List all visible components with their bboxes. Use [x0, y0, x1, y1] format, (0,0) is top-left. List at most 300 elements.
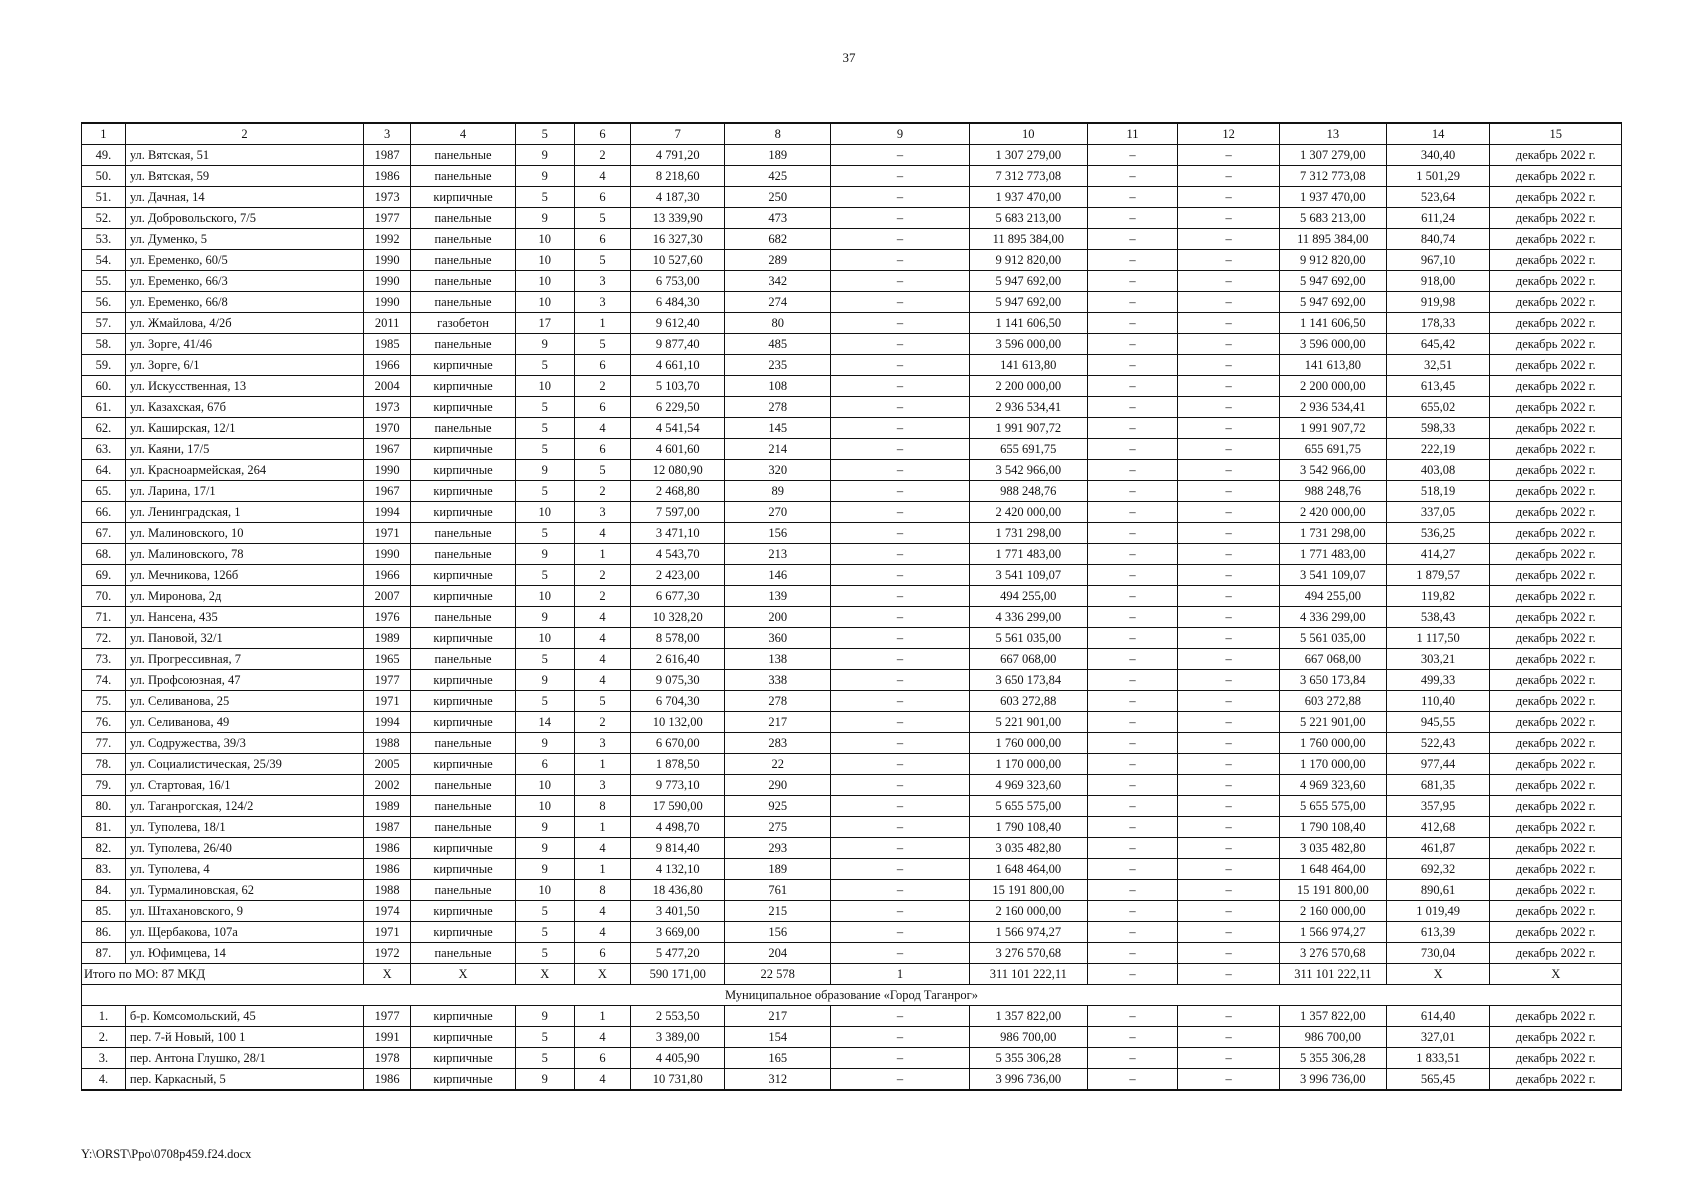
table-row [82, 691, 1622, 712]
address-cell: ул. Зорге, 41/46 [125, 334, 363, 355]
table-cell: 667 068,00 [970, 649, 1088, 670]
table-cell: – [1178, 733, 1280, 754]
table-cell: 4 969 323,60 [970, 775, 1088, 796]
address-cell: ул. Пановой, 32/1 [125, 628, 363, 649]
total-cell: X [515, 964, 574, 985]
table-cell: 3 [574, 733, 631, 754]
table-cell: 5 947 692,00 [970, 292, 1088, 313]
address-cell: ул. Профсоюзная, 47 [125, 670, 363, 691]
table-cell: 3 542 966,00 [1279, 460, 1386, 481]
table-cell: 10 [515, 229, 574, 250]
table-cell: декабрь 2022 г. [1490, 460, 1622, 481]
table-cell: 5 [515, 1027, 574, 1048]
total-cell: – [1178, 964, 1280, 985]
table-cell: 5 [515, 523, 574, 544]
table-cell: – [1087, 880, 1178, 901]
address-cell: ул. Прогрессивная, 7 [125, 649, 363, 670]
table-cell: 68. [82, 544, 126, 565]
table-cell: 1 [574, 817, 631, 838]
table-cell: панельные [411, 880, 516, 901]
table-cell: – [1087, 565, 1178, 586]
table-cell: декабрь 2022 г. [1490, 166, 1622, 187]
table-cell: – [1087, 334, 1178, 355]
table-cell: 918,00 [1386, 271, 1490, 292]
table-cell: 461,87 [1386, 838, 1490, 859]
table-cell: декабрь 2022 г. [1490, 376, 1622, 397]
table-cell: 69. [82, 565, 126, 586]
table-row [82, 943, 1622, 964]
table-cell: – [1087, 250, 1178, 271]
table-cell: 1 357 822,00 [970, 1006, 1088, 1027]
table-cell: 189 [725, 145, 831, 166]
column-number: 11 [1087, 123, 1178, 145]
table-cell: 3 650 173,84 [1279, 670, 1386, 691]
column-number: 15 [1490, 123, 1622, 145]
table-cell: 3 [574, 775, 631, 796]
table-cell: 6 704,30 [631, 691, 725, 712]
table-cell: 77. [82, 733, 126, 754]
table-cell: панельные [411, 166, 516, 187]
table-cell: 1991 [364, 1027, 411, 1048]
table-cell: – [1178, 313, 1280, 334]
table-cell: – [1087, 271, 1178, 292]
table-row [82, 565, 1622, 586]
table-cell: – [831, 502, 970, 523]
address-cell: ул. Красноармейская, 264 [125, 460, 363, 481]
table-cell: панельные [411, 292, 516, 313]
table-cell: 5 [515, 901, 574, 922]
table-cell: 7 312 773,08 [1279, 166, 1386, 187]
table-cell: 3 542 966,00 [970, 460, 1088, 481]
table-cell: панельные [411, 250, 516, 271]
table-cell: 360 [725, 628, 831, 649]
address-cell: ул. Туполева, 26/40 [125, 838, 363, 859]
table-cell: – [1087, 712, 1178, 733]
table-cell: 10 132,00 [631, 712, 725, 733]
table-cell: панельные [411, 796, 516, 817]
table-cell: кирпичные [411, 187, 516, 208]
table-cell: – [1178, 460, 1280, 481]
table-cell: 82. [82, 838, 126, 859]
table-row [82, 418, 1622, 439]
table-cell: декабрь 2022 г. [1490, 334, 1622, 355]
table-cell: – [831, 607, 970, 628]
table-cell: кирпичные [411, 712, 516, 733]
table-cell: 4 [574, 418, 631, 439]
table-cell: 988 248,76 [970, 481, 1088, 502]
table-cell: кирпичные [411, 397, 516, 418]
table-cell: 10 [515, 796, 574, 817]
footer-file-path: Y:\ORST\Ppo\0708p459.f24.docx [81, 1147, 252, 1161]
table-cell: 9 773,10 [631, 775, 725, 796]
table-cell: – [1178, 481, 1280, 502]
address-cell: ул. Думенко, 5 [125, 229, 363, 250]
table-cell: – [831, 796, 970, 817]
address-cell: ул. Еременко, 60/5 [125, 250, 363, 271]
table-cell: – [831, 1069, 970, 1091]
table-cell: 357,95 [1386, 796, 1490, 817]
table-cell: 293 [725, 838, 831, 859]
table-cell: 6 [574, 187, 631, 208]
table-cell: 66. [82, 502, 126, 523]
table-cell: – [1087, 544, 1178, 565]
table-cell: 3. [82, 1048, 126, 1069]
table-cell: 80. [82, 796, 126, 817]
total-cell: 311 101 222,11 [970, 964, 1088, 985]
table-cell: декабрь 2022 г. [1490, 1027, 1622, 1048]
table-cell: – [1087, 208, 1178, 229]
address-cell: ул. Искусственная, 13 [125, 376, 363, 397]
table-cell: 5 561 035,00 [970, 628, 1088, 649]
table-cell: 1971 [364, 523, 411, 544]
table-cell: 5 [515, 565, 574, 586]
table-cell: кирпичные [411, 502, 516, 523]
table-cell: 3 035 482,80 [970, 838, 1088, 859]
table-cell: панельные [411, 775, 516, 796]
table-cell: 1986 [364, 838, 411, 859]
table-cell: – [1178, 229, 1280, 250]
address-cell: ул. Нансена, 435 [125, 607, 363, 628]
table-cell: 4 791,20 [631, 145, 725, 166]
table-cell: 9 877,40 [631, 334, 725, 355]
table-row [82, 355, 1622, 376]
table-cell: декабрь 2022 г. [1490, 1069, 1622, 1091]
column-number: 8 [725, 123, 831, 145]
table-cell: 10 [515, 292, 574, 313]
table-cell: – [831, 922, 970, 943]
table-cell: 1 991 907,72 [1279, 418, 1386, 439]
table-cell: 1977 [364, 1006, 411, 1027]
table-cell: 2 616,40 [631, 649, 725, 670]
table-cell: 8 578,00 [631, 628, 725, 649]
table-cell: 5 [515, 1048, 574, 1069]
table-cell: 1 878,50 [631, 754, 725, 775]
table-cell: 2005 [364, 754, 411, 775]
table-cell: 189 [725, 859, 831, 880]
table-cell: 1 170 000,00 [970, 754, 1088, 775]
table-cell: – [1087, 796, 1178, 817]
table-cell: – [831, 859, 970, 880]
table-cell: 1 566 974,27 [970, 922, 1088, 943]
table-cell: 10 [515, 502, 574, 523]
table-cell: 250 [725, 187, 831, 208]
table-cell: декабрь 2022 г. [1490, 523, 1622, 544]
table-cell: 312 [725, 1069, 831, 1091]
address-cell: пер. 7-й Новый, 100 1 [125, 1027, 363, 1048]
table-cell: 1977 [364, 670, 411, 691]
table-cell: 9 [515, 334, 574, 355]
table-cell: декабрь 2022 г. [1490, 1048, 1622, 1069]
table-cell: 4 [574, 166, 631, 187]
table-cell: кирпичные [411, 481, 516, 502]
table-cell: – [1178, 1027, 1280, 1048]
column-number: 10 [970, 123, 1088, 145]
address-cell: ул. Селиванова, 49 [125, 712, 363, 733]
table-cell: 5 683 213,00 [1279, 208, 1386, 229]
table-cell: 6 229,50 [631, 397, 725, 418]
table-cell: – [1178, 208, 1280, 229]
table-cell: 2 [574, 712, 631, 733]
table-cell: 1977 [364, 208, 411, 229]
table-cell: 1 [574, 754, 631, 775]
table-cell: 1967 [364, 481, 411, 502]
table-cell: 1966 [364, 565, 411, 586]
table-cell: декабрь 2022 г. [1490, 313, 1622, 334]
table-cell: 5 477,20 [631, 943, 725, 964]
total-cell: 311 101 222,11 [1279, 964, 1386, 985]
table-row [82, 460, 1622, 481]
column-number: 4 [411, 123, 516, 145]
table-cell: – [1087, 775, 1178, 796]
table-row [82, 313, 1622, 334]
table-cell: 74. [82, 670, 126, 691]
table-cell: 598,33 [1386, 418, 1490, 439]
table-row [82, 502, 1622, 523]
table-cell: 9 [515, 859, 574, 880]
table-cell: 9 [515, 208, 574, 229]
table-cell: 1 019,49 [1386, 901, 1490, 922]
table-cell: 9 [515, 460, 574, 481]
address-cell: ул. Щербакова, 107а [125, 922, 363, 943]
table-cell: – [1178, 880, 1280, 901]
table-cell: декабрь 2022 г. [1490, 859, 1622, 880]
table-cell: 4 405,90 [631, 1048, 725, 1069]
table-cell: 6 484,30 [631, 292, 725, 313]
table-cell: 63. [82, 439, 126, 460]
table-cell: 165 [725, 1048, 831, 1069]
table-cell: – [1178, 502, 1280, 523]
column-number: 5 [515, 123, 574, 145]
table-cell: 5 561 035,00 [1279, 628, 1386, 649]
table-cell: 75. [82, 691, 126, 712]
table-cell: 1987 [364, 817, 411, 838]
table-cell: 4 498,70 [631, 817, 725, 838]
address-cell: б-р. Комсомольский, 45 [125, 1006, 363, 1027]
table-cell: – [1087, 355, 1178, 376]
table-cell: – [1178, 1006, 1280, 1027]
table-cell: – [1178, 901, 1280, 922]
table-cell: 3 669,00 [631, 922, 725, 943]
address-cell: ул. Вятская, 59 [125, 166, 363, 187]
section-row [82, 985, 1622, 1006]
table-cell: декабрь 2022 г. [1490, 481, 1622, 502]
table-row [82, 1006, 1622, 1027]
table-cell: – [1087, 691, 1178, 712]
table-cell: 2011 [364, 313, 411, 334]
table-cell: кирпичные [411, 439, 516, 460]
address-cell: ул. Малиновского, 10 [125, 523, 363, 544]
address-cell: ул. Вятская, 51 [125, 145, 363, 166]
table-cell: 1 501,29 [1386, 166, 1490, 187]
table-cell: – [831, 397, 970, 418]
table-cell: 50. [82, 166, 126, 187]
table-cell: декабрь 2022 г. [1490, 208, 1622, 229]
table-cell: 5 [515, 691, 574, 712]
table-cell: 2007 [364, 586, 411, 607]
table-row [82, 250, 1622, 271]
table-cell: 1966 [364, 355, 411, 376]
table-cell: – [831, 775, 970, 796]
table-cell: – [1178, 649, 1280, 670]
table-cell: – [1087, 817, 1178, 838]
table-cell: 6 [574, 1048, 631, 1069]
table-cell: – [831, 355, 970, 376]
table-cell: – [1087, 187, 1178, 208]
table-row [82, 922, 1622, 943]
total-cell: X [411, 964, 516, 985]
table-cell: 986 700,00 [970, 1027, 1088, 1048]
table-row [82, 754, 1622, 775]
table-cell: 289 [725, 250, 831, 271]
table-cell: – [1087, 901, 1178, 922]
table-cell: – [1087, 145, 1178, 166]
table-cell: 10 [515, 880, 574, 901]
table-cell: – [1087, 481, 1178, 502]
address-cell: пер. Каркасный, 5 [125, 1069, 363, 1091]
table-cell: кирпичные [411, 586, 516, 607]
table-row [82, 670, 1622, 691]
table-cell: 1978 [364, 1048, 411, 1069]
table-cell: 5 [515, 397, 574, 418]
table-cell: – [831, 250, 970, 271]
table-cell: – [1087, 166, 1178, 187]
table-cell: 86. [82, 922, 126, 943]
table-cell: 9 075,30 [631, 670, 725, 691]
address-cell: ул. Каширская, 12/1 [125, 418, 363, 439]
table-row [82, 439, 1622, 460]
table-cell: – [1178, 754, 1280, 775]
table-cell: 9 [515, 670, 574, 691]
table-cell: декабрь 2022 г. [1490, 439, 1622, 460]
table-cell: 9 [515, 145, 574, 166]
table-row [82, 229, 1622, 250]
table-cell: панельные [411, 943, 516, 964]
table-cell: 200 [725, 607, 831, 628]
table-cell: 2004 [364, 376, 411, 397]
table-cell: – [831, 271, 970, 292]
table-row [82, 733, 1622, 754]
table-cell: – [1178, 397, 1280, 418]
address-cell: ул. Туполева, 18/1 [125, 817, 363, 838]
table-cell: – [831, 1027, 970, 1048]
table-cell: 214 [725, 439, 831, 460]
table-cell: 11 895 384,00 [1279, 229, 1386, 250]
table-cell: 5 [515, 439, 574, 460]
table-cell: 4 [574, 901, 631, 922]
table-cell: 2 [574, 376, 631, 397]
table-cell: 1 141 606,50 [1279, 313, 1386, 334]
table-cell: 5 [515, 649, 574, 670]
table-cell: – [1087, 1027, 1178, 1048]
table-cell: – [1087, 523, 1178, 544]
table-cell: 85. [82, 901, 126, 922]
table-cell: 2 200 000,00 [1279, 376, 1386, 397]
table-cell: 1987 [364, 145, 411, 166]
table-cell: 1 731 298,00 [1279, 523, 1386, 544]
table-cell: 13 339,90 [631, 208, 725, 229]
address-cell: ул. Таганрогская, 124/2 [125, 796, 363, 817]
address-cell: пер. Антона Глушко, 28/1 [125, 1048, 363, 1069]
table-cell: 76. [82, 712, 126, 733]
table-cell: панельные [411, 334, 516, 355]
address-cell: ул. Социалистическая, 25/39 [125, 754, 363, 775]
table-row [82, 607, 1622, 628]
table-cell: 3 596 000,00 [970, 334, 1088, 355]
table-cell: 65. [82, 481, 126, 502]
table-cell: 2 423,00 [631, 565, 725, 586]
table-cell: 4 [574, 607, 631, 628]
table-cell: 1 [574, 1006, 631, 1027]
table-cell: панельные [411, 229, 516, 250]
table-cell: – [1087, 733, 1178, 754]
table-cell: – [1087, 628, 1178, 649]
table-cell: 10 731,80 [631, 1069, 725, 1091]
table-cell: 945,55 [1386, 712, 1490, 733]
table-cell: 1985 [364, 334, 411, 355]
table-cell: 4 [574, 670, 631, 691]
table-cell: 145 [725, 418, 831, 439]
table-cell: 1989 [364, 628, 411, 649]
table-cell: декабрь 2022 г. [1490, 418, 1622, 439]
table-row [82, 1027, 1622, 1048]
table-cell: – [1178, 439, 1280, 460]
table-cell: 178,33 [1386, 313, 1490, 334]
table-cell: 3 276 570,68 [970, 943, 1088, 964]
table-cell: панельные [411, 544, 516, 565]
table-cell: – [1087, 292, 1178, 313]
table-cell: – [1087, 376, 1178, 397]
table-cell: 682 [725, 229, 831, 250]
address-cell: ул. Стартовая, 16/1 [125, 775, 363, 796]
table-cell: 9 [515, 544, 574, 565]
table-cell: кирпичные [411, 838, 516, 859]
table-cell: – [1178, 628, 1280, 649]
table-row [82, 271, 1622, 292]
address-cell: ул. Добровольского, 7/5 [125, 208, 363, 229]
table-cell: 4 [574, 838, 631, 859]
table-cell: – [1087, 754, 1178, 775]
table-cell: – [1178, 355, 1280, 376]
table-cell: – [1087, 607, 1178, 628]
table-cell: 2002 [364, 775, 411, 796]
address-cell: ул. Каяни, 17/5 [125, 439, 363, 460]
table-cell: 1986 [364, 1069, 411, 1091]
table-cell: 146 [725, 565, 831, 586]
table-cell: – [1178, 670, 1280, 691]
table-row [82, 1048, 1622, 1069]
table-cell: 11 895 384,00 [970, 229, 1088, 250]
table-cell: 1973 [364, 187, 411, 208]
table-cell: 1989 [364, 796, 411, 817]
table-cell: 139 [725, 586, 831, 607]
table-cell: – [1178, 544, 1280, 565]
table-cell: 154 [725, 1027, 831, 1048]
table-cell: 2 160 000,00 [1279, 901, 1386, 922]
table-cell: – [1178, 838, 1280, 859]
table-cell: панельные [411, 208, 516, 229]
table-cell: – [1087, 418, 1178, 439]
table-cell: 4 187,30 [631, 187, 725, 208]
table-cell: – [1087, 670, 1178, 691]
table-cell: декабрь 2022 г. [1490, 817, 1622, 838]
table-cell: 51. [82, 187, 126, 208]
table-cell: 4 336 299,00 [1279, 607, 1386, 628]
table-cell: 1 937 470,00 [1279, 187, 1386, 208]
table-cell: 10 [515, 586, 574, 607]
table-cell: 5 655 575,00 [970, 796, 1088, 817]
column-number: 12 [1178, 123, 1280, 145]
table-cell: – [831, 943, 970, 964]
